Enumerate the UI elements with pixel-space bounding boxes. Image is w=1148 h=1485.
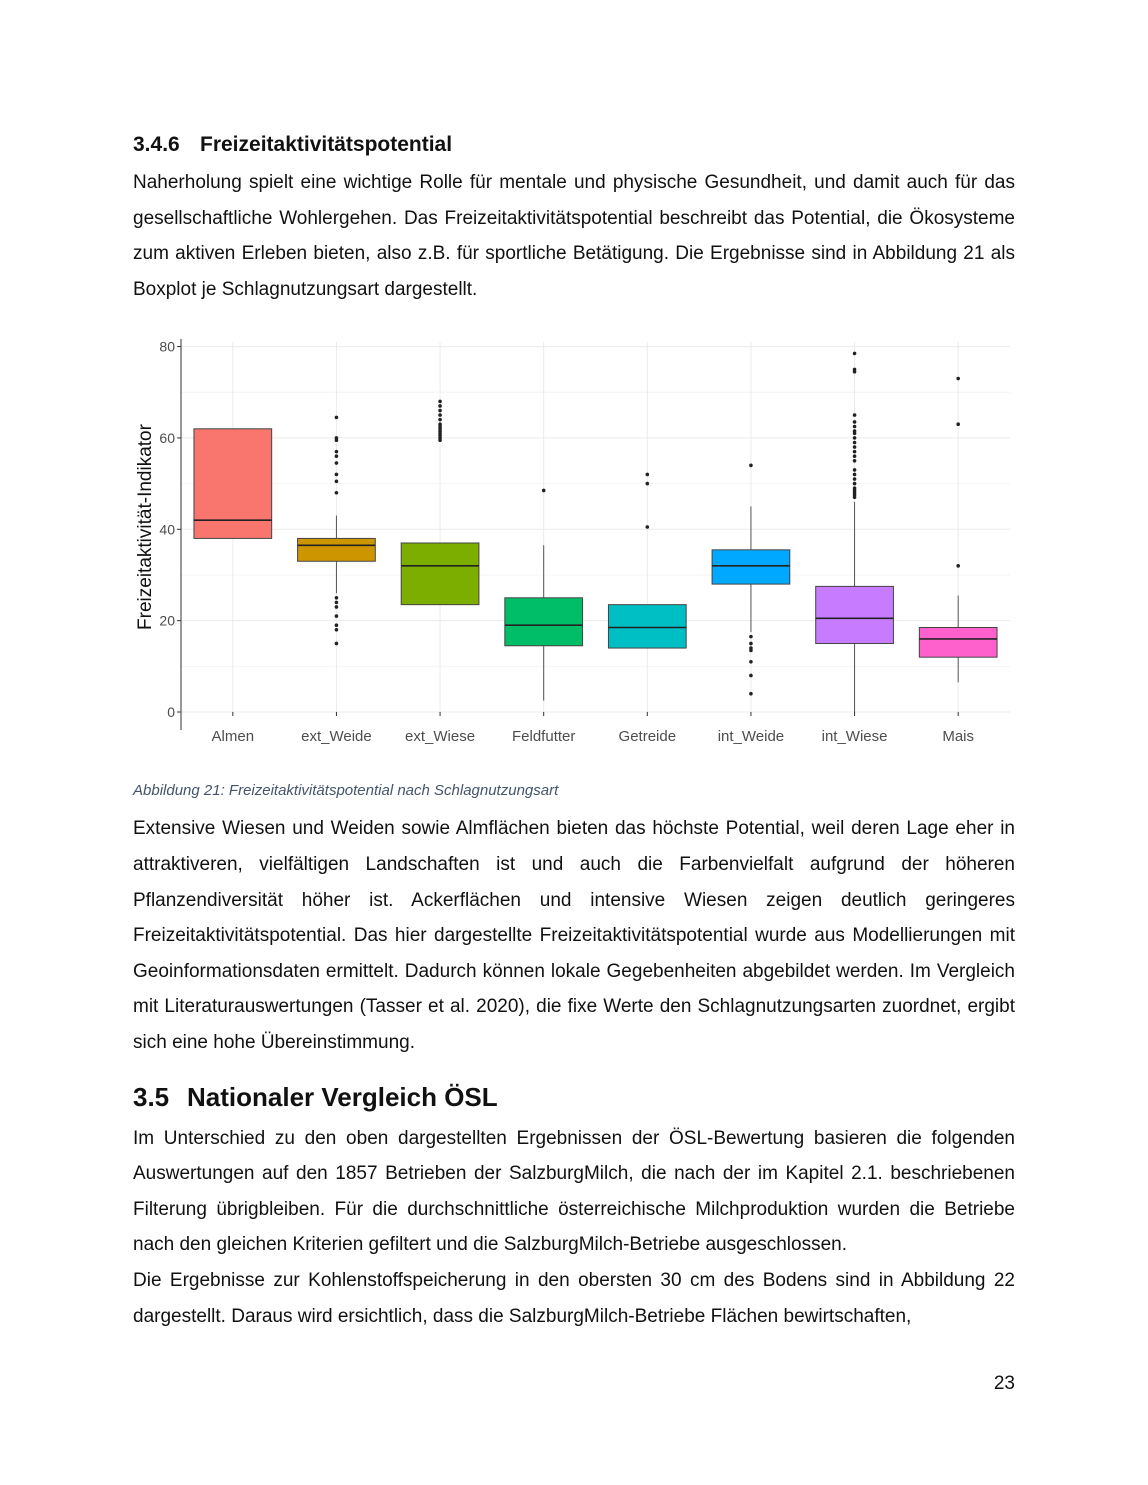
outlier-point xyxy=(853,450,857,454)
outlier-point xyxy=(853,468,857,472)
outlier-point xyxy=(853,446,857,450)
comparison-paragraph-1: Im Unterschied zu den oben dargestellten Ergebnissen der ÖSL-Bewertung basieren die folgenden Auswertungen auf den 1857 Betrieben der SalzburgMilch, die nach der im Kapitel 2.1. beschriebenen Filterung übrigbleiben. Für die durchschnittliche österreichische Milchproduktion wurden die Betriebe nach den gleichen Kriterien gefiltert und die SalzburgMilch-Betriebe ausgeschlossen. xyxy=(133,1127,1015,1256)
figure-caption: Abbildung 21: Freizeitaktivitätspotential nach Schlagnutzungsart xyxy=(133,782,559,800)
section-heading-3-5 xyxy=(133,1077,1015,1117)
outlier-point xyxy=(749,692,753,696)
outlier-point xyxy=(335,439,339,443)
x-tick-label: int_Weide xyxy=(717,728,785,746)
outlier-point xyxy=(438,418,442,422)
outlier-point xyxy=(646,482,650,486)
outlier-point xyxy=(438,414,442,418)
outlier-point xyxy=(749,660,753,664)
section-number: 3.4.6 xyxy=(133,133,180,156)
outlier-point xyxy=(335,642,339,646)
outlier-point xyxy=(956,423,960,427)
outlier-point xyxy=(749,649,753,653)
boxplot-figure xyxy=(133,335,1015,765)
outlier-point xyxy=(646,473,650,477)
x-tick-label: Feldfutter xyxy=(512,728,576,746)
y-tick-label: 0 xyxy=(167,704,175,721)
page-content xyxy=(133,130,1015,1334)
intro-paragraph: Naherholung spielt eine wichtige Rolle für mentale und physische Gesundheit, und damit auch für das gesellschaftliche Wohlergehen. Das Freizeitaktivitätspotential beschreibt das Potential, die Ökosysteme zum aktiven Erleben bieten, also z.B. für sportliche Betätigung. Die Ergebnisse sind in Abbildung 21 als Boxplot je Schlagnutzungsart dargestellt. xyxy=(133,172,1015,300)
x-tick-label: Getreide xyxy=(618,728,677,746)
outlier-point xyxy=(438,439,442,443)
outlier-point xyxy=(853,437,857,441)
y-axis-title: Freizeitaktivität-Indikator xyxy=(135,424,156,631)
x-tick-label: Mais xyxy=(942,728,975,746)
outlier-point xyxy=(335,601,339,605)
outlier-point xyxy=(853,496,857,500)
outlier-point xyxy=(335,606,339,610)
outlier-point xyxy=(853,370,857,374)
outlier-point xyxy=(956,564,960,568)
outlier-point xyxy=(438,409,442,413)
y-tick-label: 60 xyxy=(159,430,175,447)
box-ext-weide xyxy=(298,539,376,562)
box-almen xyxy=(194,429,272,539)
x-tick-label: Almen xyxy=(211,728,255,746)
y-tick-label: 20 xyxy=(159,613,175,630)
outlier-point xyxy=(853,352,857,356)
x-tick-label: ext_Wiese xyxy=(405,728,476,746)
discussion-paragraph: Extensive Wiesen und Weiden sowie Almflächen bieten das höchste Potential, weil deren Lage eher in attraktiveren, vielfältigen Landschaften ist und auch die Farbenvielfalt aufgrund der höheren Pflanzendiversität höher ist. Ackerflächen und intensive Wiesen zeigen deutlich geringeres Freizeitaktivitätspotential. Das hier dargestellte Freizeitaktivitätspotential wurde aus Modellierungen mit Geoinformationsdaten ermittelt. Dadurch können lokale Gegebenheiten abgebildet werden. Im Vergleich mit Literaturauswertungen (Tasser et al. 2020), die fixe Werte den Schlagnutzungsarten zuordnet, ergibt sich eine hohe Übereinstimmung. xyxy=(133,818,1015,1053)
section-title: Nationaler Vergleich ÖSL xyxy=(187,1081,498,1112)
outlier-point xyxy=(335,596,339,600)
y-tick-label: 80 xyxy=(159,338,175,355)
x-tick-label: ext_Weide xyxy=(301,728,372,746)
outlier-point xyxy=(853,432,857,436)
section-number: 3.5 xyxy=(133,1081,170,1112)
outlier-point xyxy=(749,635,753,639)
box-mais xyxy=(919,628,997,658)
outlier-point xyxy=(438,405,442,409)
outlier-point xyxy=(335,450,339,454)
outlier-point xyxy=(335,628,339,632)
box-getreide xyxy=(608,605,686,648)
outlier-point xyxy=(853,441,857,445)
outlier-point xyxy=(542,489,546,493)
outlier-point xyxy=(335,480,339,484)
outlier-point xyxy=(335,416,339,420)
box-ext-wiese xyxy=(401,543,479,605)
outlier-point xyxy=(853,473,857,477)
x-tick-label: int_Wiese xyxy=(821,728,888,746)
outlier-point xyxy=(335,491,339,495)
boxplot-chart xyxy=(133,335,1015,765)
outlier-point xyxy=(853,482,857,486)
outlier-point xyxy=(853,455,857,459)
box-int-weide xyxy=(712,550,790,584)
outlier-point xyxy=(853,459,857,463)
box-int-wiese xyxy=(816,587,894,644)
outlier-point xyxy=(853,414,857,418)
section-title: Freizeitaktivitätspotential xyxy=(200,133,453,156)
outlier-point xyxy=(853,478,857,482)
outlier-point xyxy=(335,624,339,628)
outlier-point xyxy=(335,462,339,466)
outlier-point xyxy=(853,421,857,425)
outlier-point xyxy=(335,615,339,619)
outlier-point xyxy=(438,400,442,404)
outlier-point xyxy=(646,526,650,530)
outlier-point xyxy=(335,473,339,477)
outlier-point xyxy=(749,642,753,646)
outlier-point xyxy=(749,674,753,678)
section-heading-3-4-6 xyxy=(133,130,1015,160)
box-feldfutter xyxy=(505,598,583,646)
outlier-point xyxy=(853,425,857,429)
comparison-paragraph-2: Die Ergebnisse zur Kohlenstoffspeicherung in den obersten 30 cm des Bodens sind in Abbildung 22 dargestellt. Daraus wird ersichtlich, dass die SalzburgMilch-Betriebe Flächen bewirtschaften, xyxy=(133,1269,1015,1327)
outlier-point xyxy=(956,377,960,381)
outlier-point xyxy=(749,464,753,468)
y-tick-label: 40 xyxy=(159,521,175,538)
outlier-point xyxy=(335,455,339,459)
page-number: 23 xyxy=(993,1373,1015,1394)
